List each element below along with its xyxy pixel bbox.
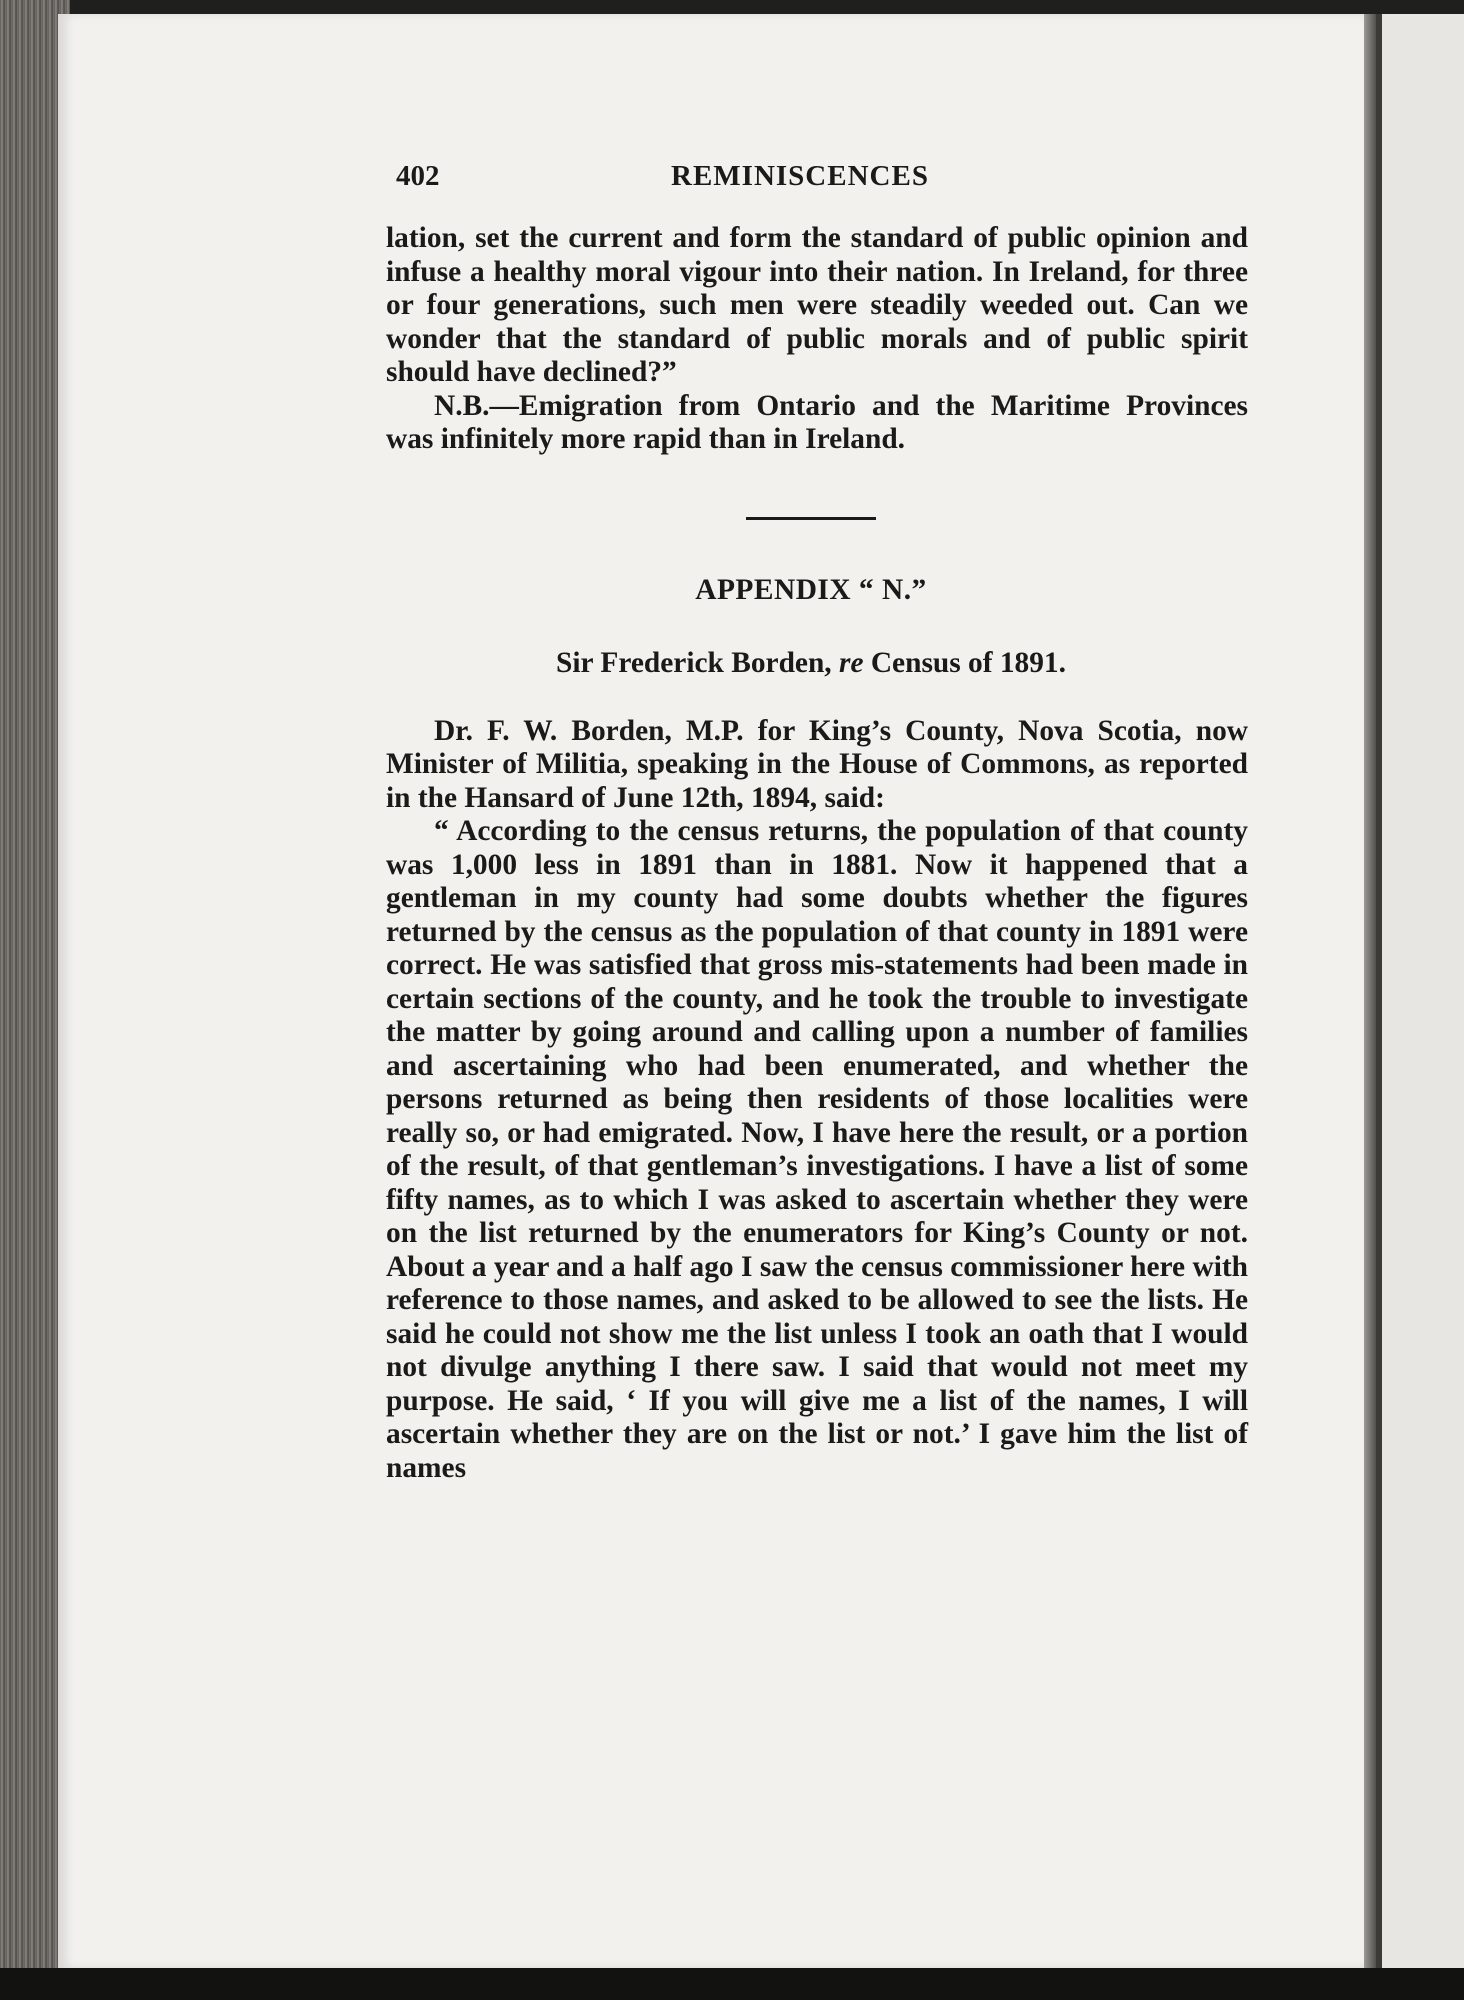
facing-page-edge [1382, 14, 1464, 1968]
appendix-title: APPENDIX “ N.” [695, 573, 927, 606]
scan-frame-bottom [0, 1968, 1464, 2000]
intro-paragraph: Dr. F. W. Borden, M.P. for King’s County, Nova Scotia, now Minister of Militia, speaking in the House of Commons, as reported in the Hansard of June 12th, 1894, said: [386, 714, 1248, 814]
running-title: REMINISCENCES [671, 160, 929, 192]
subtitle-italic-re: re [839, 647, 864, 679]
page-number: 402 [396, 160, 440, 192]
appendix-subtitle [380, 647, 1242, 681]
running-head [386, 160, 1248, 200]
continuation-paragraph: lation, set the current and form the standard of public opinion and infuse a healthy moral vigour into their nation. In Ireland, for three or four generations, such men were steadily weeded out. Can we wonder that the standard of public morals and of public spirit should have declined?” [386, 222, 1248, 388]
subtitle-start: Sir Frederick Borden, [556, 647, 839, 679]
subtitle-end: Census of 1891. [863, 647, 1066, 679]
note-paragraph: N.B.—Emigration from Ontario and the Maritime Provinces was infinitely more rapid than in Ireland. [386, 389, 1248, 455]
section-divider [746, 517, 876, 520]
text-block [386, 160, 1248, 1485]
scan-frame-top [0, 0, 1464, 14]
quote-paragraph: “ According to the census returns, the population of that county was 1,000 less in 1891 than in 1881. Now it happened that a gentleman in my county had some doubts whether the figures returned by the census as the population of that county in 1891 were correct. He was satisfied that gross mis-statements had been made in certain sections of the county, and he took the trouble to investigate the matter by going around and calling upon a number of families and ascertaining who had been enumerated, and whether the persons returned as being then residents of those localities were really so, or had emigrated. Now, I have here the result, or a portion of the result, of that gentleman’s investigations. I have a list of some fifty names, as to which I was asked to ascertain whether they were on the list returned by the enumerators for King’s County or not. About a year and a half ago I saw the census commissioner here with reference to those names, and asked to be allowed to see the lists. He said he could not show me the list unless I took an oath that I would not divulge anything I there saw. I said that would not meet my purpose. He said, ‘ If you will give me a list of the names, I will ascertain whether they are on the list or not.’ I gave him the list of names [386, 815, 1248, 1484]
